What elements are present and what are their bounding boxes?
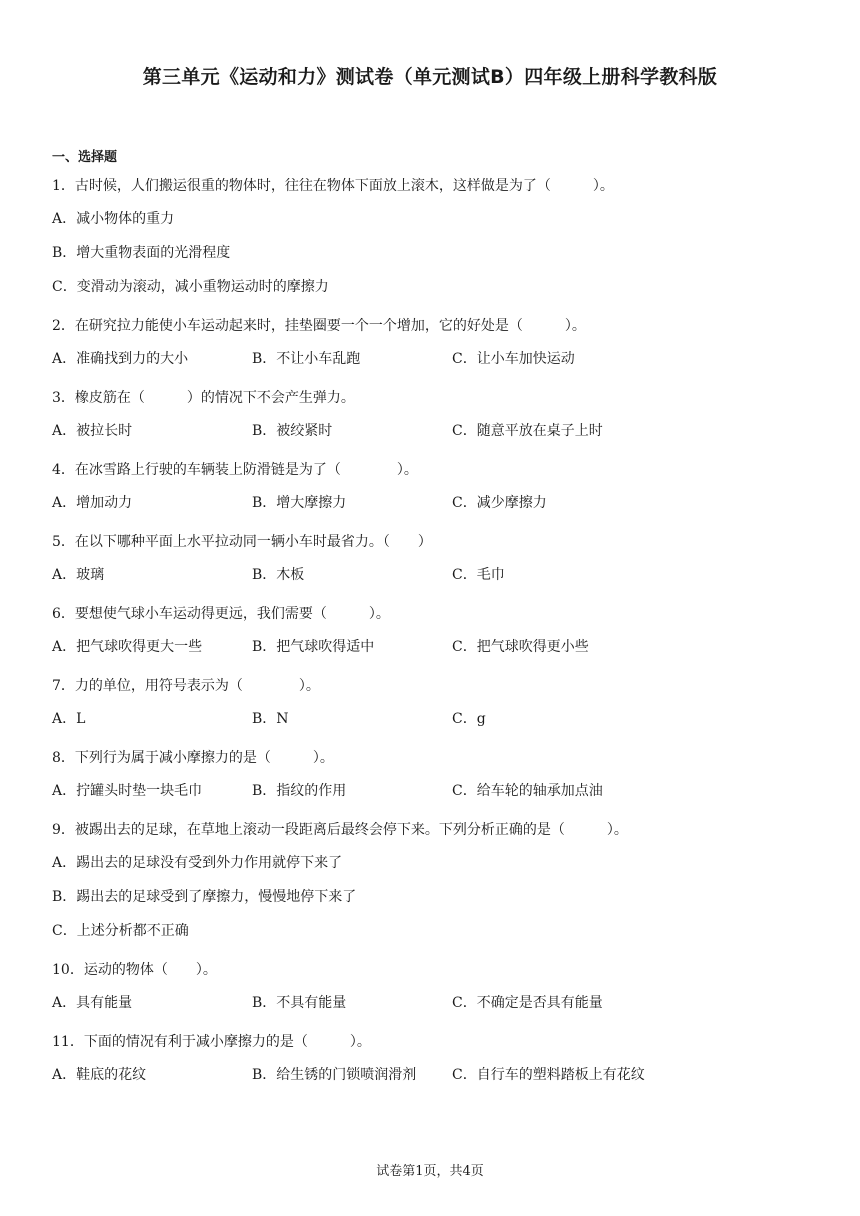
answer-options bbox=[52, 349, 832, 369]
page-title: 第三单元《运动和力》测试卷（单元测试B）四年级上册科学教科版 bbox=[142, 66, 718, 88]
answer-option-a: A．踢出去的足球没有受到外力作用就停下来了 bbox=[52, 855, 343, 871]
answer-options bbox=[52, 493, 832, 513]
answer-option-c: C．减少摩擦力 bbox=[452, 495, 547, 511]
question-6 bbox=[52, 604, 832, 657]
answer-option-b: B．把气球吹得适中 bbox=[252, 639, 375, 655]
question-stem: 2．在研究拉力能使小车运动起来时，挂垫圈要一个一个增加，它的好处是（ ）。 bbox=[52, 318, 586, 334]
answer-options bbox=[52, 209, 832, 297]
answer-options bbox=[52, 1065, 832, 1085]
question-stem: 9．被踢出去的足球，在草地上滚动一段距离后最终会停下来。下列分析正确的是（ ）。 bbox=[52, 822, 628, 838]
question-stem: 6．要想使气球小车运动得更远，我们需要（ ）。 bbox=[52, 606, 390, 622]
question-stem: 8．下列行为属于减小摩擦力的是（ ）。 bbox=[52, 750, 334, 766]
page-footer: 试卷第1页，共4页 bbox=[376, 1164, 484, 1179]
answer-option-b: B．增大重物表面的光滑程度 bbox=[52, 245, 231, 261]
answer-options bbox=[52, 781, 832, 801]
question-stem: 7．力的单位，用符号表示为（ ）。 bbox=[52, 678, 320, 694]
answer-option-a: A．具有能量 bbox=[52, 995, 133, 1011]
answer-options bbox=[52, 565, 832, 585]
question-stem: 5．在以下哪种平面上水平拉动同一辆小车时最省力。（ ） bbox=[52, 534, 432, 550]
answer-option-b: B．踢出去的足球受到了摩擦力，慢慢地停下来了 bbox=[52, 889, 357, 905]
answer-option-a: A．拧罐头时垫一块毛巾 bbox=[52, 783, 203, 799]
question-11 bbox=[52, 1032, 832, 1085]
question-9 bbox=[52, 820, 832, 941]
answer-options bbox=[52, 709, 832, 729]
question-5 bbox=[52, 532, 832, 585]
answer-option-a: A．准确找到力的大小 bbox=[52, 351, 189, 367]
answer-option-c: C．上述分析都不正确 bbox=[52, 923, 189, 939]
answer-option-a: A．被拉长时 bbox=[52, 423, 133, 439]
question-4 bbox=[52, 460, 832, 513]
answer-option-b: B．指纹的作用 bbox=[252, 783, 347, 799]
question-stem: 3．橡皮筋在（ ）的情况下不会产生弹力。 bbox=[52, 390, 355, 406]
answer-option-c: C．变滑动为滚动，减小重物运动时的摩擦力 bbox=[52, 279, 329, 295]
answer-option-a: A．减小物体的重力 bbox=[52, 211, 175, 227]
question-stem: 10．运动的物体（ ）。 bbox=[52, 962, 217, 978]
answer-options bbox=[52, 993, 832, 1013]
answer-option-c: C．让小车加快运动 bbox=[452, 351, 575, 367]
answer-option-b: B．不让小车乱跑 bbox=[252, 351, 361, 367]
answer-option-c: C．自行车的塑料踏板上有花纹 bbox=[452, 1067, 645, 1083]
question-8 bbox=[52, 748, 832, 801]
answer-option-c: C．不确定是否具有能量 bbox=[452, 995, 603, 1011]
answer-option-a: A．鞋底的花纹 bbox=[52, 1067, 147, 1083]
question-3 bbox=[52, 388, 832, 441]
question-7 bbox=[52, 676, 832, 729]
answer-option-c: C．毛巾 bbox=[452, 567, 505, 583]
answer-option-b: B．木板 bbox=[252, 567, 305, 583]
answer-option-b: B．被绞紧时 bbox=[252, 423, 333, 439]
answer-option-b: B．给生锈的门锁喷润滑剂 bbox=[252, 1067, 417, 1083]
answer-options bbox=[52, 421, 832, 441]
answer-option-c: C．随意平放在桌子上时 bbox=[452, 423, 603, 439]
answer-option-a: A．L bbox=[52, 711, 86, 727]
question-stem: 4．在冰雪路上行驶的车辆装上防滑链是为了（ ）。 bbox=[52, 462, 418, 478]
question-2 bbox=[52, 316, 832, 369]
answer-option-c: C．g bbox=[452, 711, 486, 727]
question-10 bbox=[52, 960, 832, 1013]
question-stem: 1．古时候，人们搬运很重的物体时，往往在物体下面放上滚木，这样做是为了（ ）。 bbox=[52, 178, 614, 194]
question-1 bbox=[52, 176, 832, 297]
question-list bbox=[52, 176, 832, 1104]
section-heading: 一、选择题 bbox=[52, 150, 118, 165]
answer-option-a: A．玻璃 bbox=[52, 567, 105, 583]
answer-option-b: B．增大摩擦力 bbox=[252, 495, 347, 511]
answer-option-c: C．给车轮的轴承加点油 bbox=[452, 783, 603, 799]
answer-options bbox=[52, 853, 832, 941]
answer-option-c: C．把气球吹得更小些 bbox=[452, 639, 589, 655]
answer-options bbox=[52, 637, 832, 657]
question-stem: 11．下面的情况有利于减小摩擦力的是（ ）。 bbox=[52, 1034, 371, 1050]
answer-option-b: B．不具有能量 bbox=[252, 995, 347, 1011]
answer-option-b: B．N bbox=[252, 711, 289, 727]
answer-option-a: A．增加动力 bbox=[52, 495, 133, 511]
answer-option-a: A．把气球吹得更大一些 bbox=[52, 639, 203, 655]
